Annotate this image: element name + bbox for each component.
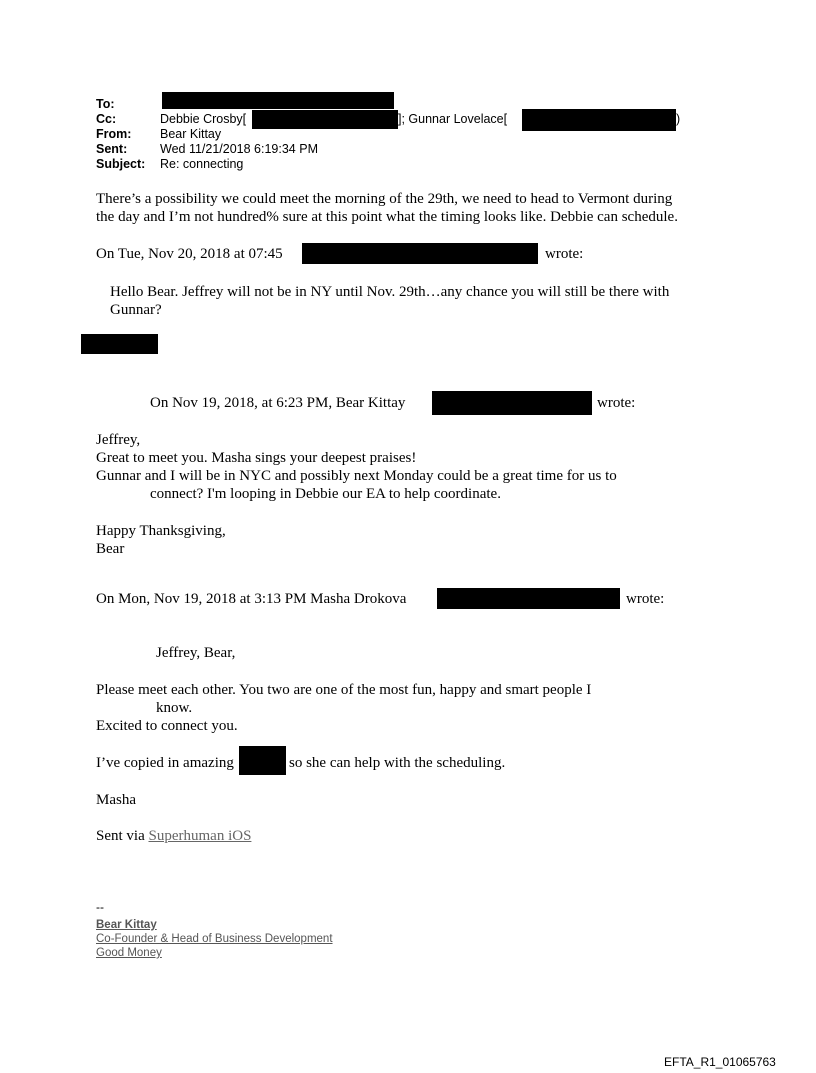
quote2-attribution: On Nov 19, 2018, at 6:23 PM, Bear Kittay: [150, 395, 406, 411]
quote3-line-1: Please meet each other. You two are one of the most fun, happy and smart people I: [96, 682, 592, 698]
to-label: To:: [96, 97, 115, 111]
quote2-name: Bear: [96, 541, 125, 557]
quote3-line-3: Excited to connect you.: [96, 718, 238, 734]
sent-label: Sent:: [96, 142, 128, 156]
quote2-closing: Happy Thanksgiving,: [96, 523, 226, 539]
quote1-line-1: Hello Bear. Jeffrey will not be in NY until Nov. 29th…any chance you will still be there with: [110, 284, 670, 300]
quote3-sign: Masha: [96, 792, 136, 808]
cc-label: Cc:: [96, 112, 117, 126]
quote2-line-1: Great to meet you. Masha sings your deepest praises!: [96, 450, 417, 466]
sent-via-prefix: Sent via: [96, 828, 145, 844]
redaction-block: [81, 334, 158, 354]
quote1-wrote: wrote:: [545, 246, 584, 262]
redaction-quote3-email: [437, 588, 620, 609]
quote3-line-2: know.: [156, 700, 193, 716]
signature-company-link[interactable]: Good Money: [96, 947, 162, 959]
reply-line-2: the day and I’m not hundred% sure at this point what the timing looks like. Debbie can schedule.: [96, 209, 678, 225]
cc-name-1: Debbie Crosby[: [160, 112, 247, 126]
quote2-line-3: connect? I'm looping in Debbie our EA to help coordinate.: [150, 486, 501, 502]
quote3-copied-suffix: so she can help with the scheduling.: [289, 755, 506, 771]
redaction-quote1-email: [302, 243, 538, 264]
quote3-wrote: wrote:: [626, 591, 665, 607]
quote1-line-2: Gunnar?: [110, 302, 162, 318]
from-label: From:: [96, 127, 132, 141]
redaction-name: [239, 746, 286, 775]
quote3-copied-prefix: I’ve copied in amazing: [96, 755, 234, 771]
signature-dashes: --: [96, 900, 104, 914]
reply-line-1: There’s a possibility we could meet the morning of the 29th, we need to head to Vermont during: [96, 191, 673, 207]
signature-name-link[interactable]: Bear Kittay: [96, 919, 157, 931]
redaction-quote2-email: [432, 391, 592, 415]
signature-title-link[interactable]: Co-Founder & Head of Business Development: [96, 933, 333, 945]
redaction-cc-2: [522, 109, 676, 131]
quote2-wrote: wrote:: [597, 395, 636, 411]
signature-name: [96, 918, 157, 932]
subject-label: Subject:: [96, 157, 146, 171]
signature-title: [96, 932, 333, 946]
document-id: EFTA_R1_01065763: [664, 1055, 776, 1069]
from-value: Bear Kittay: [160, 127, 222, 141]
quote2-greeting: Jeffrey,: [96, 432, 141, 448]
cc-close: ): [676, 112, 681, 126]
quote1-attribution: On Tue, Nov 20, 2018 at 07:45: [96, 246, 283, 262]
sent-value: Wed 11/21/2018 6:19:34 PM: [160, 142, 318, 156]
quote3-attribution: On Mon, Nov 19, 2018 at 3:13 PM Masha Drokova: [96, 591, 407, 607]
redaction-to: [162, 92, 394, 109]
redaction-cc-1: [252, 110, 398, 129]
cc-separator: ]; Gunnar Lovelace[: [398, 112, 508, 126]
sent-via: [96, 827, 251, 845]
subject-value: Re: connecting: [160, 157, 244, 171]
quote3-greeting: Jeffrey, Bear,: [156, 645, 236, 661]
quote2-line-2: Gunnar and I will be in NYC and possibly next Monday could be a great time for us to: [96, 468, 617, 484]
superhuman-link[interactable]: Superhuman iOS: [148, 828, 252, 844]
signature-company: [96, 946, 162, 960]
